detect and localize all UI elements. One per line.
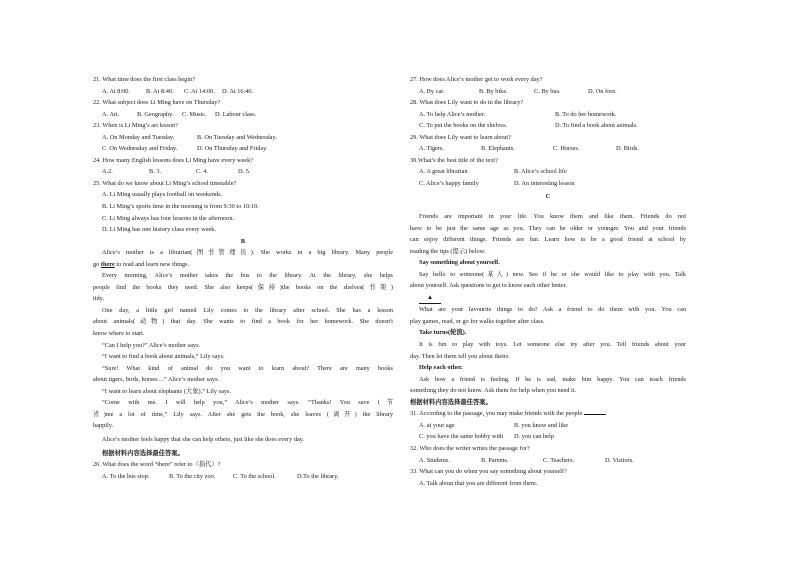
passage-line: people find the books they need. She also keeps(保持)the books on the shelves(书架) bbox=[93, 283, 393, 291]
passage-line: reading the tips (提示) below. bbox=[410, 247, 486, 255]
answer-blank bbox=[584, 408, 606, 415]
option: B. Alice’s school life bbox=[514, 168, 567, 176]
passage-line: about animals(动物) that day. She wants to find a book for her homework. She doesn't bbox=[93, 318, 393, 326]
option: A. Tigers. bbox=[419, 145, 445, 153]
question-24-options bbox=[93, 166, 393, 178]
question-22-options bbox=[93, 109, 393, 121]
option: D. you can help bbox=[514, 433, 554, 441]
question-21: 21. What time does the first class begin? bbox=[93, 76, 196, 83]
passage-line: day. Then let them tell you about theirs. bbox=[410, 352, 511, 360]
question-32-options bbox=[410, 455, 686, 467]
option: A. At 8:00. bbox=[102, 87, 130, 95]
option: C. Horses. bbox=[553, 145, 580, 153]
passage-line: tidy. bbox=[93, 295, 104, 303]
section-heading-c: C bbox=[545, 193, 551, 201]
option: B. 3. bbox=[149, 168, 162, 176]
tip-heading: Help each other. bbox=[419, 364, 463, 372]
option: B. To the city zoo. bbox=[169, 472, 216, 480]
passage-line: “Sure! What kind of animal do you want to learn about? There are many books bbox=[102, 364, 393, 372]
option: D. 5. bbox=[238, 168, 251, 176]
question-29: 29. What does Lily want to learn about? bbox=[410, 133, 511, 141]
question-27-options bbox=[410, 86, 686, 98]
question-31-options-ab bbox=[410, 420, 686, 432]
passage-line: about yourself. Ask questions to get to know each other better. bbox=[410, 282, 568, 290]
question-28-options-cd bbox=[410, 120, 686, 132]
option: C. At 14:00. bbox=[184, 87, 215, 95]
option: D. On Thursday and Friday. bbox=[197, 145, 268, 153]
question-30-options-cd bbox=[410, 178, 686, 190]
option: D. Labour class. bbox=[215, 110, 257, 118]
option: A. To the bus stop. bbox=[102, 472, 150, 480]
option: C. Teachers. bbox=[543, 456, 575, 464]
passage-line: “I want to find a book about animals,” Lily says. bbox=[102, 353, 225, 361]
option: B. Geography. bbox=[137, 110, 174, 118]
question-32: 32. Who does the writer writes the passage for? bbox=[410, 444, 530, 452]
option: C. Alice’s happy family bbox=[419, 179, 479, 187]
section-heading-b: B bbox=[240, 237, 246, 245]
option: A. A great librarian bbox=[419, 168, 468, 176]
option: B. Parents. bbox=[481, 456, 509, 464]
passage-line bbox=[93, 259, 393, 271]
question-29-options bbox=[410, 143, 686, 155]
text-fragment: go bbox=[93, 260, 101, 268]
question-28-options-ab bbox=[410, 109, 686, 121]
option: C. Li Ming always has four lessons in the afternoon. bbox=[102, 214, 235, 222]
option: C. 4. bbox=[196, 168, 209, 176]
question-31-options-cd bbox=[410, 431, 686, 443]
passage-line: “Can I help you?” Alice’s mother says. bbox=[102, 341, 201, 349]
question-text: 31. According to the passage, you may make friends with the people bbox=[410, 410, 583, 418]
passage-line: happily. bbox=[93, 422, 114, 430]
passage-line: “Come with me. I will help you,” Alice’s mother says. “Thanks! You save (节 bbox=[102, 399, 393, 407]
passage-line: One day, a little girl named Lily comes to the library after school. She has a lesson bbox=[102, 306, 393, 314]
passage-line: 省)me a lot of time,” Lily says. After she gets the book, she leaves (离开) the library bbox=[93, 410, 393, 418]
option: B. By bike. bbox=[479, 87, 508, 95]
underlined-word: there bbox=[100, 260, 115, 268]
passage-line: What are your favourite things to do? Ask a friend to do them with you. You can bbox=[419, 306, 686, 314]
option: B. To do her homework. bbox=[555, 110, 617, 118]
question-26: 26. What does the word “there” refer to（指代）? bbox=[93, 461, 221, 469]
option: D. At 16:40. bbox=[222, 87, 254, 95]
passage-line: It is fun to play with toys. Let someone else try after you. Tell friends about your bbox=[419, 341, 686, 349]
option: A. Talk about that you are different from them. bbox=[419, 479, 538, 487]
passage-line: play games, read, or go for walks together after class. bbox=[410, 317, 545, 325]
option: C. To the school. bbox=[233, 472, 276, 480]
option: A. at your age bbox=[419, 421, 455, 429]
passage-line: about tigers, birds, horses ...” Alice’s mother says. bbox=[93, 376, 220, 384]
option: B. At 8:40. bbox=[146, 87, 174, 95]
option: A. Art. bbox=[102, 110, 120, 118]
option: B. you know and like bbox=[514, 421, 569, 429]
question-30: 30.What’s the best title of the text? bbox=[410, 156, 498, 164]
option: C. By bus. bbox=[534, 87, 561, 95]
right-column bbox=[410, 74, 686, 489]
option: A. Li Ming usually plays football on weekends. bbox=[102, 191, 223, 199]
passage-line: can enjoy different things. Friends are fun. Learn how to be a good friend at school by bbox=[410, 236, 686, 244]
option: D.To the library. bbox=[297, 472, 339, 480]
left-column bbox=[93, 74, 393, 482]
option: D. To find a book about animals. bbox=[555, 122, 638, 130]
option: A. To help Alice’s mother. bbox=[419, 110, 486, 118]
triangle-icon: ▲ bbox=[419, 292, 441, 305]
passage-line: have to be just the same age as you. They can be older or younger. You and your friends bbox=[410, 224, 686, 232]
tip-heading: Say something about yourself. bbox=[419, 259, 500, 267]
passage-line: Every morning, Alice’s mother takes the bus to the library. At the library, she helps bbox=[102, 272, 393, 280]
spacer bbox=[410, 203, 686, 211]
question-23: 23. When is Li Ming’s art lesson? bbox=[93, 122, 179, 130]
instruction: 根据材料内容选择最佳答案。 bbox=[410, 398, 492, 406]
passage-line: know where to start. bbox=[93, 330, 145, 338]
option: A.2. bbox=[102, 168, 113, 176]
option: C. Music. bbox=[182, 110, 207, 118]
question-23-options-cd bbox=[93, 143, 393, 155]
question-27: 27. How does Alice’s mother get to work every day? bbox=[410, 76, 543, 83]
text-fragment: to read and learn new things. bbox=[114, 260, 190, 268]
passage-line: Alice’s mother feels happy that she can help others, just like she does every day. bbox=[102, 435, 305, 443]
option: C. you have the same hobby with bbox=[419, 433, 504, 441]
option: D. On foot. bbox=[588, 87, 617, 95]
tip-heading: Take turns(轮流). bbox=[419, 329, 467, 337]
option: D. Li Ming has one history class every week. bbox=[102, 226, 217, 234]
option: D. Visitors. bbox=[605, 456, 634, 464]
passage-line: “I want to learn about elephants (大象),” Lily says. bbox=[102, 387, 232, 395]
instruction: 根据材料内容选择最佳答案。 bbox=[102, 449, 184, 457]
passage-line: Ask how a friend is feeling. If he is sad, make him happy. You can teach friends bbox=[419, 375, 686, 383]
option: C. On Wednesday and Friday. bbox=[102, 145, 178, 153]
question-26-options bbox=[93, 471, 393, 483]
question-33: 33. What can you do when you say something about yourself? bbox=[410, 468, 567, 476]
question-21-options bbox=[93, 86, 393, 98]
blank-heading bbox=[410, 292, 686, 305]
option: A. On Monday and Tuesday. bbox=[102, 133, 175, 141]
question-28: 28. What does Lily want to do in the library? bbox=[410, 99, 524, 107]
option: A. Students. bbox=[419, 456, 450, 464]
question-22: 22. What subject does Li Ming have on Thursday? bbox=[93, 99, 221, 107]
question-24: 24. How many English lessons does Li Ming have every week? bbox=[93, 156, 254, 164]
question-30-options-ab bbox=[410, 166, 686, 178]
option: B. On Tuesday and Wednesday. bbox=[197, 133, 277, 141]
option: D. Birds. bbox=[616, 145, 639, 153]
question-23-options-ab bbox=[93, 132, 393, 144]
question-25: 25. What do we know about Li Ming’s school timetable? bbox=[93, 179, 237, 187]
passage-line: Say hello to someone(某人) new. See if he or she would like to play with you. Talk bbox=[419, 270, 686, 278]
option: C. To put the books on the shelves. bbox=[419, 122, 508, 130]
option: D. An interesting lesson bbox=[514, 179, 575, 187]
passage-line: Friends are important in your life. You know them and like them. Friends do not bbox=[419, 213, 686, 221]
passage-line: something they do not know. Ask them for help when you need it. bbox=[410, 387, 577, 395]
option: B. Elephants. bbox=[481, 145, 515, 153]
passage-line: Alice’s mother is a librarian(图书管理员). She works in a big library. Many people bbox=[102, 249, 393, 257]
question-31 bbox=[410, 408, 686, 420]
option: B. Li Ming’s sports time in the morning is from 9:30 to 10:10. bbox=[102, 203, 259, 211]
option: A. By car. bbox=[419, 87, 445, 95]
